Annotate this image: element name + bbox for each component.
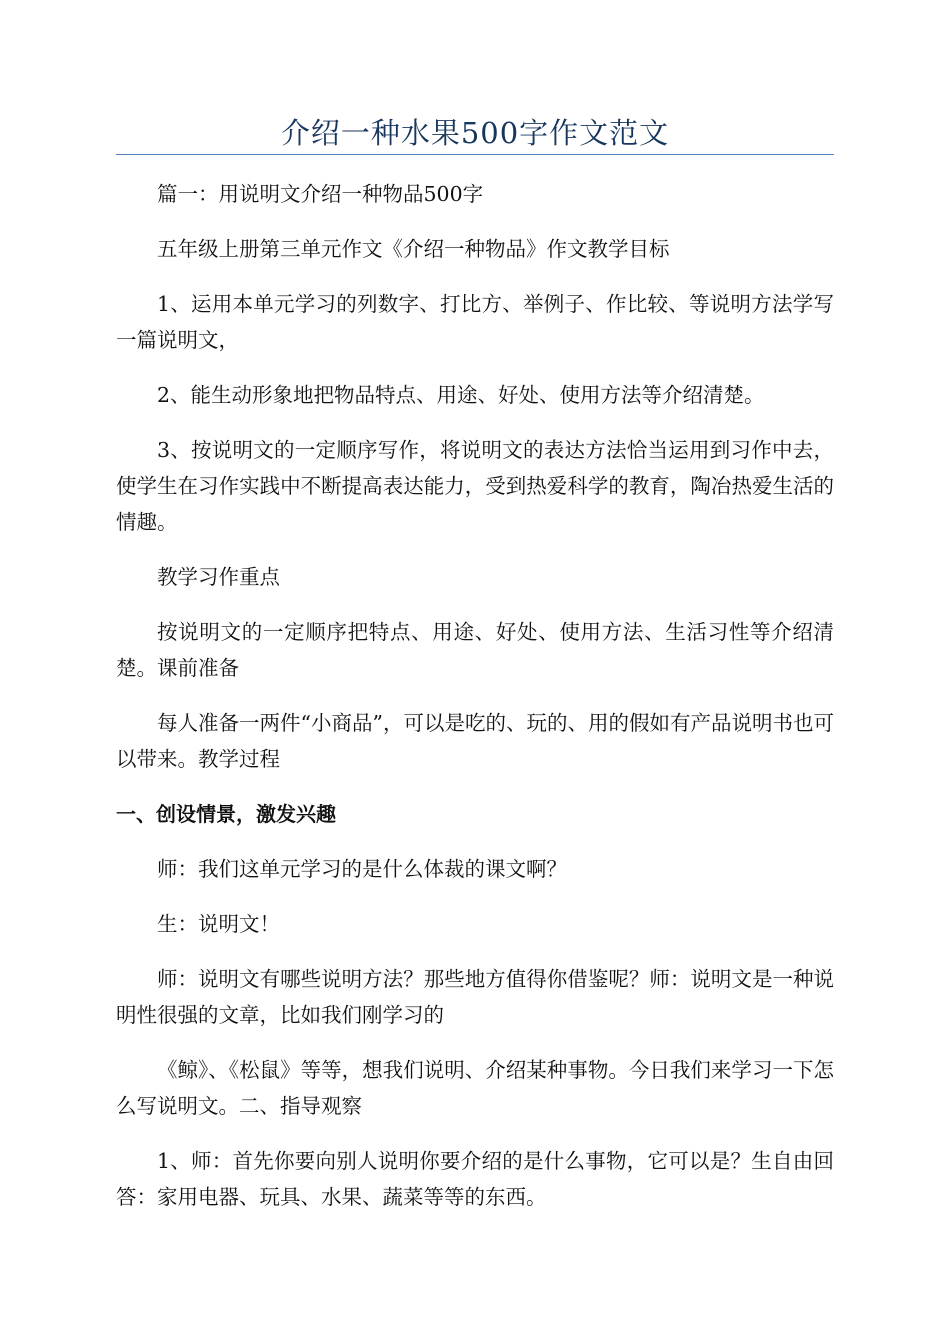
paragraph: 按说明文的一定顺序把特点、用途、好处、使用方法、生活习性等介绍清楚。课前准备 [116, 620, 834, 680]
paragraph: 《鲸》、《松鼠》等等，想我们说明、介绍某种事物。今日我们来学习一下怎么写说明文。二、指导观察 [116, 1058, 834, 1118]
paragraph: 2、能生动形象地把物品特点、用途、好处、使用方法等介绍清楚。 [157, 383, 765, 407]
paragraph: 师：我们这单元学习的是什么体裁的课文啊？ [157, 857, 567, 881]
title-underline [116, 154, 834, 155]
document-body [116, 176, 834, 1234]
paragraph: 五年级上册第三单元作文《介绍一种物品》作文教学目标 [157, 237, 670, 261]
paragraph: 篇一：用说明文介绍一种物品500字 [157, 182, 484, 206]
paragraph: 3、按说明文的一定顺序写作，将说明文的表达方法恰当运用到习作中去，使学生在习作实践中不断提高表达能力，受到热爱科学的教育，陶冶热爱生活的情趣。 [116, 438, 834, 534]
section-heading: 一、创设情景，激发兴趣 [116, 802, 336, 826]
paragraph: 1、运用本单元学习的列数字、打比方、举例子、作比较、等说明方法学写一篇说明文， [116, 292, 834, 352]
paragraph: 每人准备一两件“小商品”，可以是吃的、玩的、用的假如有产品说明书也可以带来。教学过程 [116, 711, 834, 771]
paragraph: 生：说明文！ [157, 912, 280, 936]
document-title: 介绍一种水果500字作文范文 [280, 116, 670, 150]
paragraph: 1、师：首先你要向别人说明你要介绍的是什么事物，它可以是？生自由回答：家用电器、玩具、水果、蔬菜等等的东西。 [116, 1149, 834, 1209]
paragraph: 教学习作重点 [157, 565, 280, 589]
paragraph: 师：说明文有哪些说明方法？那些地方值得你借鉴呢？师：说明文是一种说明性很强的文章，比如我们刚学习的 [116, 967, 834, 1027]
